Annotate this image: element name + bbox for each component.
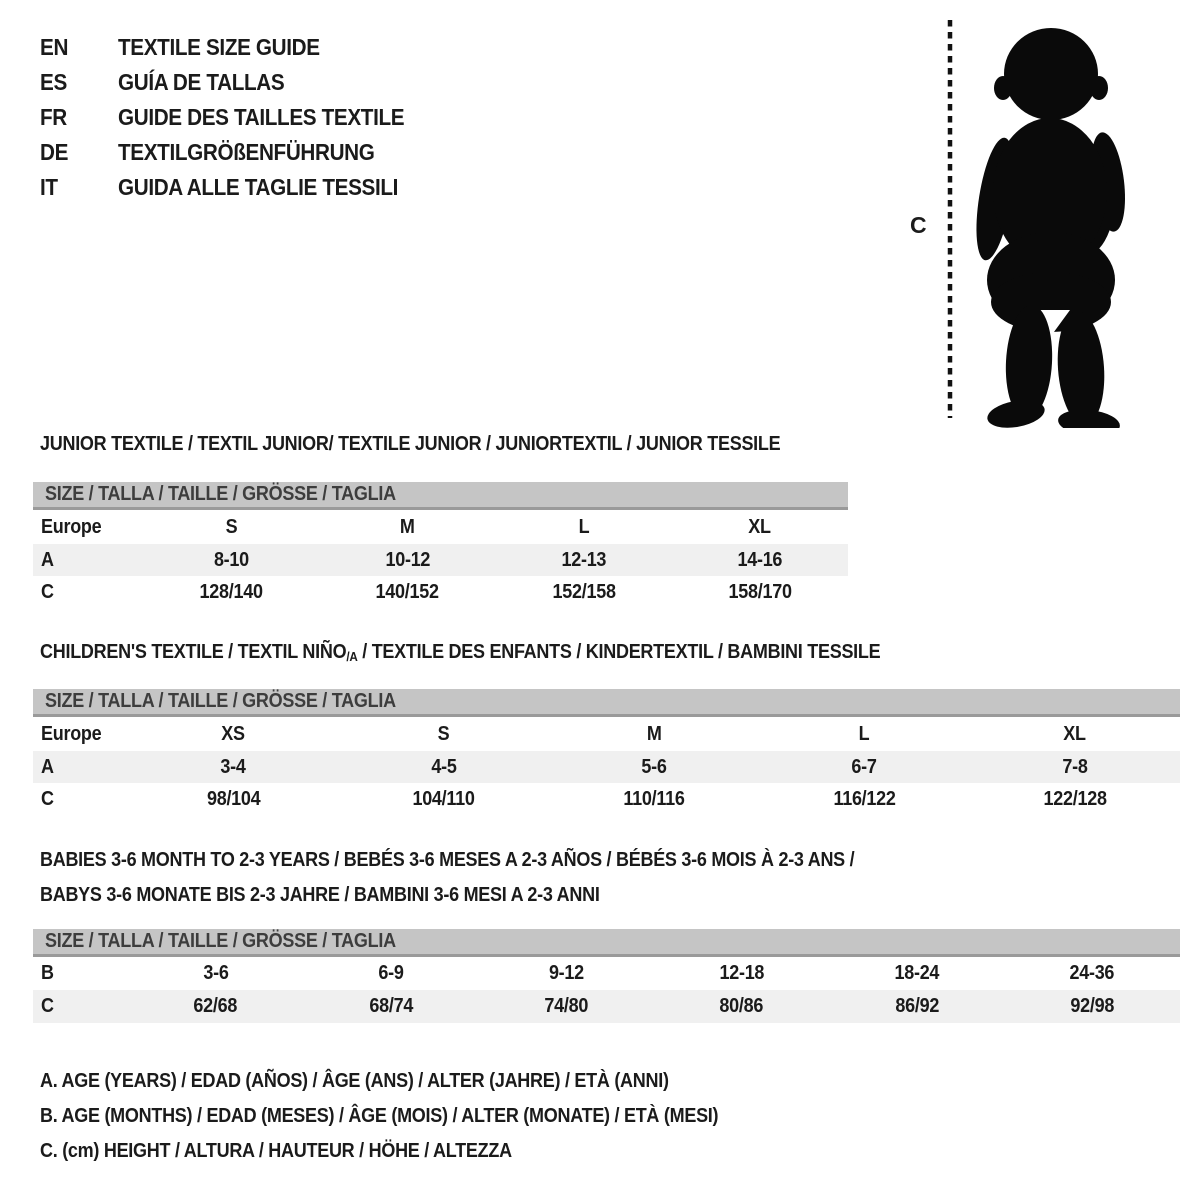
legend-line-height-cm: C. (cm) HEIGHT / ALTURA / HAUTEUR / HÖHE / ALTEZZA — [40, 1140, 512, 1162]
junior-row-age — [33, 544, 848, 576]
table-cell: 14-16 — [737, 548, 783, 571]
junior-size-table — [33, 482, 848, 608]
junior-header-row — [33, 510, 848, 544]
table-cell: 18-24 — [894, 962, 940, 984]
table-cell: 158/170 — [728, 580, 792, 603]
size-header-cell: M — [400, 515, 415, 538]
guide-title-es: GUÍA DE TALLAS — [118, 69, 285, 95]
height-measure-label: C — [910, 212, 927, 238]
size-header-cell: XS — [221, 722, 245, 745]
table-cell: 62/68 — [193, 995, 238, 1017]
guide-title-fr: GUIDE DES TAILLES TEXTILE — [118, 104, 405, 130]
size-header-cell: L — [578, 515, 589, 538]
table-cell: 140/152 — [375, 580, 439, 603]
table-cell: 80/86 — [719, 995, 764, 1017]
toddler-silhouette — [898, 14, 1160, 428]
legend-line-age-months: B. AGE (MONTHS) / EDAD (MESES) / ÂGE (MOIS) / ALTER (MONATE) / ETÀ (MESI) — [40, 1105, 719, 1127]
lang-code: ES — [40, 69, 67, 95]
lang-row-it — [40, 170, 436, 205]
table-cell: 152/158 — [552, 580, 616, 603]
table-cell: 3-6 — [203, 962, 229, 984]
row-label: A — [41, 548, 54, 571]
size-header-cell: M — [646, 722, 662, 745]
lang-row-de — [40, 135, 436, 170]
size-header-cell: S — [437, 722, 450, 745]
table-cell: 74/80 — [544, 995, 589, 1017]
table-cell: 12-18 — [719, 962, 765, 984]
junior-size-band: SIZE / TALLA / TAILLE / GRÖSSE / TAGLIA — [33, 482, 848, 510]
table-cell: 9-12 — [548, 962, 584, 984]
table-cell: 68/74 — [369, 995, 413, 1017]
table-cell: 104/110 — [412, 787, 475, 810]
lang-row-en — [40, 30, 436, 65]
table-cell: 8-10 — [213, 548, 249, 571]
junior-section-title: JUNIOR TEXTILE / TEXTIL JUNIOR/ TEXTILE JUNIOR / JUNIORTEXTIL / JUNIOR TESSILE — [40, 433, 781, 455]
children-row-age — [33, 751, 1180, 783]
table-cell: 110/116 — [623, 787, 685, 810]
babies-row-months — [33, 957, 1180, 990]
lang-row-es — [40, 65, 436, 100]
region-header-cell: Europe — [41, 722, 102, 745]
lang-row-fr — [40, 100, 436, 135]
table-cell: 3-4 — [220, 755, 246, 778]
table-cell: 6-9 — [378, 962, 404, 984]
children-section-title: CHILDREN'S TEXTILE / TEXTIL NIÑO/A / TEXTILE DES ENFANTS / KINDERTEXTIL / BAMBINI TESSILE — [40, 641, 881, 664]
legend-line-age-years: A. AGE (YEARS) / EDAD (AÑOS) / ÂGE (ANS) / ALTER (JAHRE) / ETÀ (ANNI) — [40, 1070, 669, 1092]
guide-title-it: GUIDA ALLE TAGLIE TESSILI — [118, 174, 399, 200]
table-cell: 122/128 — [1043, 787, 1107, 810]
table-cell: 128/140 — [199, 580, 263, 603]
lang-code: EN — [40, 34, 69, 60]
lang-code: IT — [40, 174, 58, 200]
table-cell: 116/122 — [833, 787, 896, 810]
babies-section-title-line2: BABYS 3-6 MONATE BIS 2-3 JAHRE / BAMBINI 3-6 MESI A 2-3 ANNI — [40, 884, 600, 906]
table-cell: 12-13 — [561, 548, 606, 571]
table-cell: 6-7 — [851, 755, 877, 778]
children-size-band: SIZE / TALLA / TAILLE / GRÖSSE / TAGLIA — [33, 689, 1180, 717]
children-header-row — [33, 717, 1180, 751]
children-size-table — [33, 689, 1180, 815]
junior-row-height — [33, 576, 848, 608]
lang-code: DE — [40, 139, 69, 165]
table-cell: 92/98 — [1070, 995, 1115, 1017]
row-label: C — [41, 787, 54, 810]
size-header-cell: S — [225, 515, 237, 538]
table-cell: 4-5 — [430, 755, 457, 778]
table-cell: 10-12 — [385, 548, 430, 571]
babies-size-band: SIZE / TALLA / TAILLE / GRÖSSE / TAGLIA — [33, 929, 1180, 957]
table-cell: 7-8 — [1062, 755, 1088, 778]
table-cell: 24-36 — [1069, 962, 1115, 984]
row-label: A — [41, 755, 54, 778]
region-header-cell: Europe — [41, 515, 102, 538]
guide-title-en: TEXTILE SIZE GUIDE — [118, 34, 320, 60]
children-row-height — [33, 783, 1180, 815]
row-label: B — [41, 962, 54, 984]
lang-code: FR — [40, 104, 67, 130]
table-cell: 98/104 — [206, 787, 260, 810]
babies-size-table — [33, 929, 1180, 1023]
toddler-shape — [969, 28, 1129, 428]
size-header-cell: XL — [748, 515, 772, 538]
language-title-list — [40, 30, 436, 205]
babies-row-height — [33, 990, 1180, 1023]
size-header-cell: L — [859, 722, 870, 745]
table-cell: 5-6 — [641, 755, 667, 778]
table-cell: 86/92 — [895, 995, 939, 1017]
row-label: C — [41, 995, 54, 1017]
size-header-cell: XL — [1063, 722, 1087, 745]
guide-title-de: TEXTILGRÖßENFÜHRUNG — [118, 139, 375, 165]
babies-section-title-line1: BABIES 3-6 MONTH TO 2-3 YEARS / BEBÉS 3-6 MESES A 2-3 AÑOS / BÉBÉS 3-6 MOIS À 2-3 ANS / — [40, 849, 855, 871]
row-label: C — [41, 580, 54, 603]
